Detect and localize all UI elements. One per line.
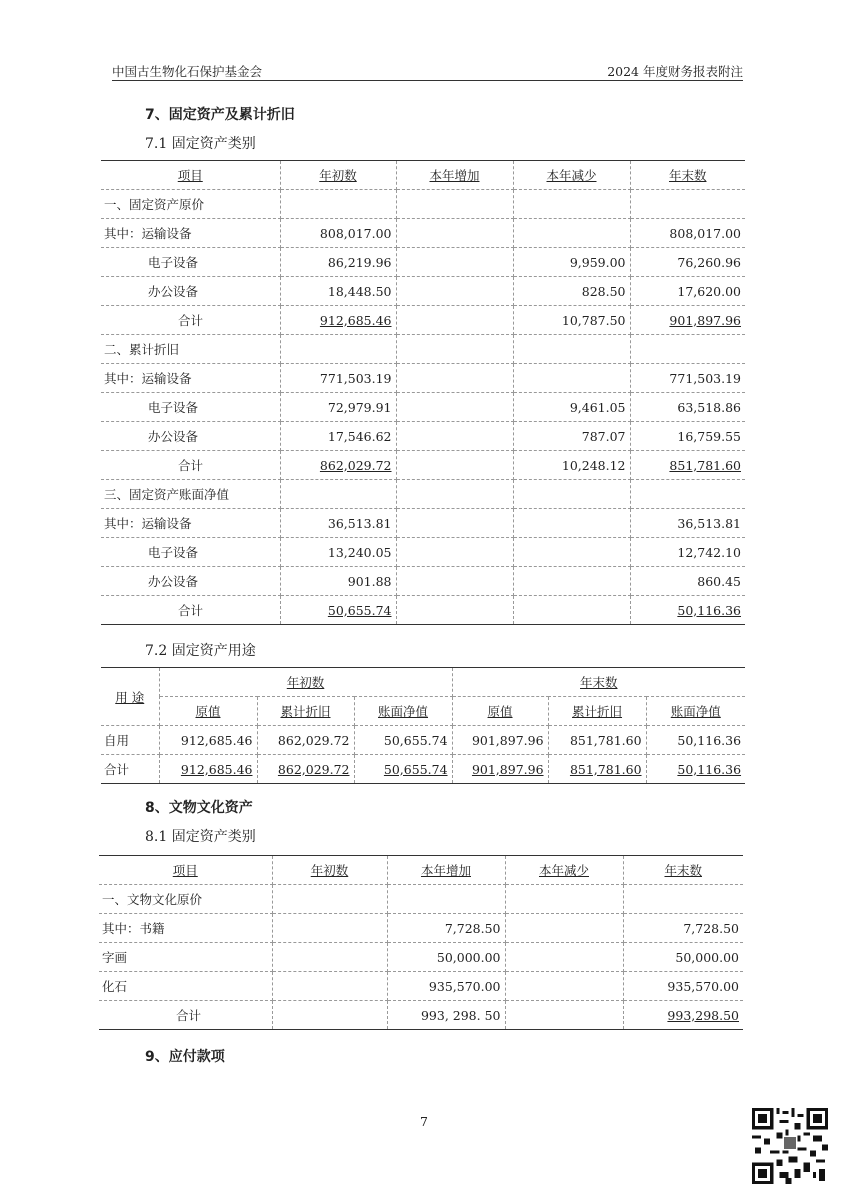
cultural-table-header-text: 本年减少: [538, 863, 589, 878]
usage-value-cell: [354, 755, 452, 784]
cultural-table-value: 7,728.50: [444, 920, 501, 936]
asset-table-value-cell: [513, 509, 630, 538]
asset-table-value-cell: [513, 219, 630, 248]
usage-value-cell: [548, 726, 646, 755]
asset-table-value: 13,240.05: [327, 544, 392, 560]
section-7-2-title: 7.2 固定资产用途: [145, 643, 256, 659]
cultural-table-row: [99, 943, 743, 972]
asset-table-value: 10,787.50: [561, 312, 626, 328]
usage-value-cell: [548, 755, 646, 784]
cultural-table-value-cell: [623, 972, 743, 1001]
section-8-1-title: 8.1 固定资产类别: [145, 829, 256, 845]
cultural-table-row-label: 化石: [99, 972, 272, 1001]
usage-group-text: 年末数: [580, 675, 618, 690]
asset-table-value-cell: [396, 219, 513, 248]
asset-table-value-cell: [280, 567, 396, 596]
asset-table-value-cell: [513, 393, 630, 422]
asset-table-value: 862,029.72: [319, 457, 392, 473]
asset-table-header-cell: [280, 161, 396, 190]
usage-value: 901,897.96: [471, 761, 544, 777]
usage-subheader-text: 账面净值: [378, 704, 429, 719]
cultural-table-value-cell: [272, 885, 387, 914]
cultural-table-value: 7,728.50: [683, 920, 739, 936]
asset-table-value-cell: [630, 480, 745, 509]
asset-table-value-cell: [396, 538, 513, 567]
asset-table-row: [101, 393, 745, 422]
asset-table-value-cell: [396, 335, 513, 364]
section-9-title: 9、应付款项: [145, 1049, 225, 1065]
asset-table-row: [101, 335, 745, 364]
usage-row-label: 合计: [101, 755, 159, 784]
asset-table-value: 16,759.55: [677, 428, 741, 444]
asset-table-row-label: 电子设备: [101, 538, 280, 567]
usage-group-text: 年初数: [286, 675, 325, 690]
asset-table-value-cell: [630, 538, 745, 567]
asset-table-value-cell: [630, 596, 745, 625]
usage-value-cell: [452, 755, 548, 784]
usage-row-label: 自用: [101, 726, 159, 755]
usage-subheader-text: 原值: [195, 704, 221, 719]
asset-table-value: 63,518.86: [677, 399, 741, 415]
asset-table-value-cell: [630, 393, 745, 422]
asset-table-value: 912,685.46: [319, 312, 392, 328]
asset-table-value: 828.50: [581, 283, 626, 299]
cultural-table-header-cell: [272, 856, 387, 885]
cultural-table-row-label: 合计: [99, 1001, 272, 1030]
asset-table-value-cell: [513, 596, 630, 625]
usage-value-cell: [354, 726, 452, 755]
asset-table-value-cell: [280, 277, 396, 306]
cultural-table-value-cell: [272, 1001, 387, 1030]
cultural-table-value: 935,570.00: [667, 978, 739, 994]
asset-table-row-label: 其中：运输设备: [101, 219, 280, 248]
asset-table-row-label: 办公设备: [101, 277, 280, 306]
asset-table-header-cell: [101, 161, 280, 190]
asset-table-row-label: 二、累计折旧: [101, 335, 280, 364]
cultural-table-row-label: 其中：书籍: [99, 914, 272, 943]
usage-group-header: [159, 668, 452, 697]
usage-subheader-text: 累计折旧: [572, 704, 623, 719]
usage-value: 901,897.96: [471, 732, 544, 748]
asset-table-value-cell: [396, 480, 513, 509]
asset-table-value: 808,017.00: [669, 225, 741, 241]
cultural-table-header-text: 年初数: [310, 863, 349, 878]
usage-value: 912,685.46: [180, 732, 253, 748]
usage-subheader-text: 累计折旧: [280, 704, 331, 719]
usage-col-label: 用 途: [115, 689, 145, 705]
asset-table-value: 771,503.19: [319, 370, 392, 386]
asset-table-header-text: 项目: [177, 168, 203, 183]
cultural-table-value-cell: [272, 972, 387, 1001]
usage-value-cell: [646, 726, 745, 755]
cultural-table-header-cell: [387, 856, 505, 885]
asset-table-value-cell: [396, 451, 513, 480]
asset-table-header-text: 年末数: [668, 168, 707, 183]
asset-table-value: 12,742.10: [677, 544, 741, 560]
asset-table-value-cell: [513, 277, 630, 306]
asset-table-value-cell: [630, 364, 745, 393]
asset-table-value-cell: [280, 451, 396, 480]
cultural-table-value-cell: [387, 972, 505, 1001]
cultural-table-row: [99, 914, 743, 943]
asset-table-row: [101, 422, 745, 451]
asset-table-row-label: 合计: [101, 306, 280, 335]
cultural-table-value-cell: [505, 1001, 623, 1030]
asset-table-value-cell: [630, 248, 745, 277]
section-7-title: 7、固定资产及累计折旧: [145, 107, 295, 123]
usage-value-cell: [159, 755, 257, 784]
asset-table-value: 860.45: [697, 573, 741, 589]
asset-table-row: [101, 596, 745, 625]
asset-table-value-cell: [396, 277, 513, 306]
asset-table-value: 9,959.00: [569, 254, 626, 270]
asset-table-value-cell: [513, 538, 630, 567]
asset-table-value-cell: [513, 248, 630, 277]
asset-table-header-text: 本年增加: [429, 168, 480, 183]
asset-table-value-cell: [280, 422, 396, 451]
cultural-table-row-label: 字画: [99, 943, 272, 972]
cultural-table-value-cell: [623, 914, 743, 943]
asset-table-row: [101, 219, 745, 248]
asset-table-value: 17,620.00: [677, 283, 741, 299]
asset-table-value-cell: [630, 190, 745, 219]
usage-value: 862,029.72: [277, 732, 350, 748]
asset-table-row: [101, 248, 745, 277]
asset-table-row-label: 办公设备: [101, 567, 280, 596]
asset-table-value-cell: [396, 509, 513, 538]
asset-table-value-cell: [513, 422, 630, 451]
asset-table-row: [101, 509, 745, 538]
cultural-table-value-cell: [505, 914, 623, 943]
cultural-table-value: 993, 298. 50: [420, 1007, 501, 1023]
asset-table-value: 50,655.74: [327, 602, 392, 618]
asset-table-value-cell: [513, 190, 630, 219]
asset-table-value-cell: [280, 509, 396, 538]
asset-table-header-row: [101, 161, 745, 190]
asset-table-value-cell: [513, 306, 630, 335]
asset-table-value-cell: [513, 567, 630, 596]
cultural-table-value-cell: [387, 914, 505, 943]
usage-value: 912,685.46: [180, 761, 253, 777]
cultural-table-header-text: 年末数: [664, 863, 702, 878]
asset-table-value-cell: [513, 451, 630, 480]
asset-table-row: [101, 277, 745, 306]
asset-table-value-cell: [630, 277, 745, 306]
asset-table-value: 17,546.62: [327, 428, 392, 444]
usage-row: [101, 755, 745, 784]
asset-table-value-cell: [396, 190, 513, 219]
asset-table-row: [101, 451, 745, 480]
usage-value-cell: [257, 726, 354, 755]
asset-table-value-cell: [280, 248, 396, 277]
usage-group-header: [452, 668, 745, 697]
section-8-title: 8、文物文化资产: [145, 800, 253, 816]
asset-table-row-label: 三、固定资产账面净值: [101, 480, 280, 509]
usage-subheader-text: 原值: [487, 704, 513, 719]
header-doc-title: 2024 年度财务报表附注: [607, 64, 743, 79]
cultural-table-row: [99, 972, 743, 1001]
cultural-table-header-text: 项目: [172, 863, 198, 878]
asset-table-row: [101, 567, 745, 596]
asset-table-value-cell: [630, 509, 745, 538]
asset-table-value-cell: [630, 306, 745, 335]
asset-table-value-cell: [396, 248, 513, 277]
usage-subheader-text: 账面净值: [670, 704, 721, 719]
usage-value: 851,781.60: [569, 732, 642, 748]
asset-table-value: 771,503.19: [669, 370, 741, 386]
asset-table-row-label: 一、固定资产原价: [101, 190, 280, 219]
cultural-table-value-cell: [505, 972, 623, 1001]
cultural-table-value-cell: [623, 1001, 743, 1030]
asset-table-value-cell: [280, 393, 396, 422]
asset-table-row-label: 其中：运输设备: [101, 509, 280, 538]
usage-subheader: [548, 697, 646, 726]
cultural-table-value-cell: [272, 943, 387, 972]
cultural-table-header-text: 本年增加: [420, 863, 471, 878]
asset-table-value-cell: [513, 480, 630, 509]
usage-value: 50,655.74: [383, 732, 448, 748]
asset-table-header-cell: [396, 161, 513, 190]
usage-value: 50,655.74: [383, 761, 448, 777]
asset-table-value: 36,513.81: [327, 515, 392, 531]
asset-table-value-cell: [630, 335, 745, 364]
asset-table-row: [101, 190, 745, 219]
asset-table-value-cell: [630, 567, 745, 596]
usage-value: 50,116.36: [677, 761, 742, 777]
cultural-asset-table: [99, 855, 743, 1030]
asset-table-value: 72,979.91: [327, 399, 392, 415]
page-header: [112, 60, 743, 81]
asset-table-row-label: 合计: [101, 596, 280, 625]
usage-subheader: [159, 697, 257, 726]
section-7-1-title: 7.1 固定资产类别: [145, 136, 256, 152]
cultural-table-header-cell: [505, 856, 623, 885]
usage-value-cell: [452, 726, 548, 755]
page-number: 7: [420, 1114, 428, 1129]
asset-table-value: 36,513.81: [677, 515, 741, 531]
fixed-asset-usage-table: [101, 667, 745, 784]
asset-table-header-text: 本年减少: [546, 168, 597, 183]
usage-subheader: [354, 697, 452, 726]
asset-table-row: [101, 538, 745, 567]
usage-subheader: [257, 697, 354, 726]
asset-table-value: 808,017.00: [319, 225, 392, 241]
asset-table-value-cell: [630, 451, 745, 480]
asset-table-value-cell: [280, 480, 396, 509]
asset-table-value-cell: [396, 596, 513, 625]
usage-value-cell: [159, 726, 257, 755]
asset-table-value: 901.88: [347, 573, 392, 589]
asset-table-value-cell: [280, 335, 396, 364]
asset-table-header-cell: [513, 161, 630, 190]
usage-value-cell: [646, 755, 745, 784]
usage-value: 851,781.60: [569, 761, 642, 777]
usage-value: 862,029.72: [277, 761, 350, 777]
cultural-table-value-cell: [623, 943, 743, 972]
asset-table-value-cell: [280, 190, 396, 219]
header-org: 中国古生物化石保护基金会: [112, 64, 263, 79]
asset-table-value-cell: [396, 393, 513, 422]
asset-table-value: 10,248.12: [561, 457, 626, 473]
cultural-table-header-row: [99, 856, 743, 885]
asset-table-value-cell: [280, 364, 396, 393]
asset-table-value-cell: [280, 219, 396, 248]
asset-table-row: [101, 364, 745, 393]
asset-table-value-cell: [396, 306, 513, 335]
cultural-table-value: 50,000.00: [436, 949, 501, 965]
usage-subheader: [452, 697, 548, 726]
asset-table-value-cell: [513, 335, 630, 364]
fixed-asset-category-table: [101, 160, 745, 625]
asset-table-value-cell: [280, 538, 396, 567]
asset-table-value-cell: [513, 364, 630, 393]
cultural-table-value: 50,000.00: [675, 949, 739, 965]
cultural-table-value-cell: [505, 885, 623, 914]
cultural-table-header-cell: [623, 856, 743, 885]
asset-table-row-label: 办公设备: [101, 422, 280, 451]
cultural-table-row-label: 一、文物文化原价: [99, 885, 272, 914]
asset-table-value-cell: [630, 422, 745, 451]
asset-table-value-cell: [396, 364, 513, 393]
asset-table-row-label: 合计: [101, 451, 280, 480]
asset-table-value: 18,448.50: [327, 283, 392, 299]
asset-table-value: 787.07: [581, 428, 626, 444]
usage-subheader-row: [101, 697, 745, 726]
asset-table-row: [101, 306, 745, 335]
cultural-table-value-cell: [623, 885, 743, 914]
cultural-table-value-cell: [387, 885, 505, 914]
cultural-table-value-cell: [387, 943, 505, 972]
usage-row: [101, 726, 745, 755]
asset-table-value: 901,897.96: [669, 312, 741, 328]
cultural-table-row: [99, 885, 743, 914]
usage-value-cell: [257, 755, 354, 784]
asset-table-row-label: 电子设备: [101, 393, 280, 422]
cultural-table-row: [99, 1001, 743, 1030]
asset-table-value: 9,461.05: [569, 399, 626, 415]
asset-table-value: 86,219.96: [327, 254, 392, 270]
asset-table-value-cell: [396, 422, 513, 451]
asset-table-value-cell: [280, 596, 396, 625]
cultural-table-value: 993,298.50: [667, 1007, 739, 1023]
cultural-table-value-cell: [387, 1001, 505, 1030]
asset-table-value-cell: [396, 567, 513, 596]
usage-value: 50,116.36: [677, 732, 742, 748]
cultural-table-value-cell: [272, 914, 387, 943]
asset-table-value: 851,781.60: [669, 457, 741, 473]
asset-table-header-cell: [630, 161, 745, 190]
cultural-table-value: 935,570.00: [428, 978, 501, 994]
asset-table-value-cell: [280, 306, 396, 335]
asset-table-value: 50,116.36: [677, 602, 741, 618]
asset-table-header-text: 年初数: [319, 168, 357, 183]
asset-table-row: [101, 480, 745, 509]
qr-code-icon: [752, 1108, 828, 1184]
usage-subheader: [646, 697, 745, 726]
cultural-table-value-cell: [505, 943, 623, 972]
asset-table-row-label: 其中：运输设备: [101, 364, 280, 393]
usage-col-label-cell: [101, 668, 159, 726]
usage-group-header-row: [101, 668, 745, 697]
asset-table-value-cell: [630, 219, 745, 248]
asset-table-value: 76,260.96: [677, 254, 741, 270]
cultural-table-header-cell: [99, 856, 272, 885]
asset-table-row-label: 电子设备: [101, 248, 280, 277]
